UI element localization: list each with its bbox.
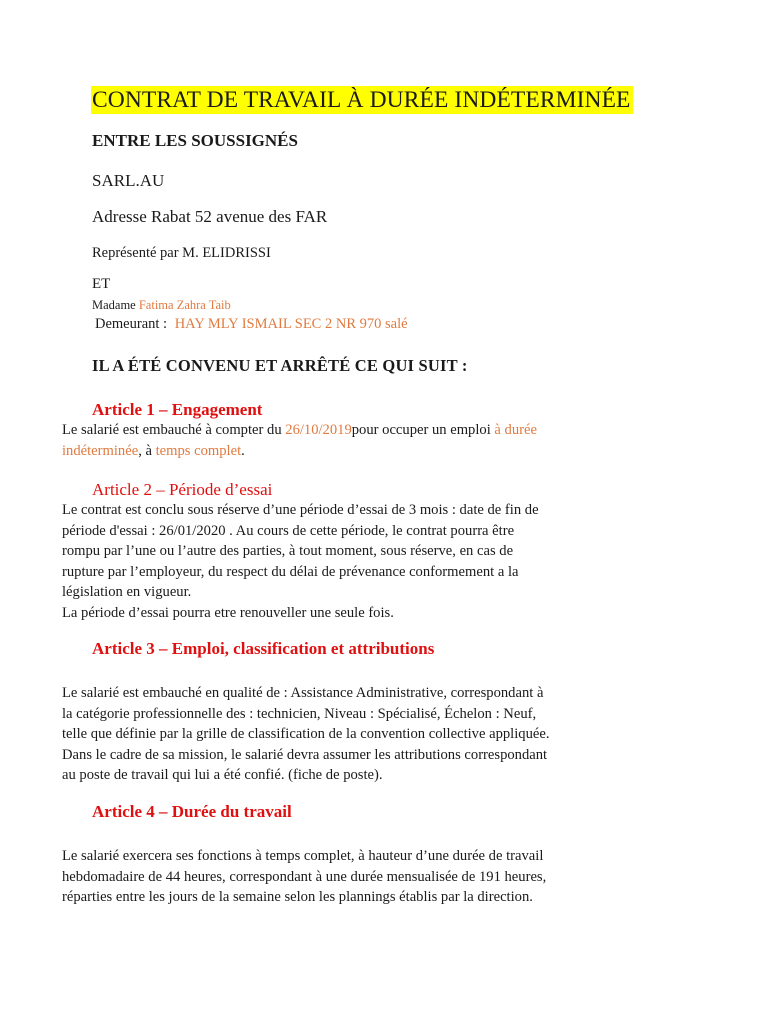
represented-by: Représenté par M. ELIDRISSI	[92, 245, 271, 261]
residence-address: HAY MLY ISMAIL SEC 2 NR 970 salé	[174, 316, 408, 332]
agreed-heading: IL A ÉTÉ CONVENU ET ARRÊTÉ CE QUI SUIT :	[92, 356, 468, 375]
paragraph-line: Le salarié est embauché en qualité de : Assistance Administrative, correspondant à	[62, 685, 544, 701]
text-segment: , à	[138, 442, 156, 459]
paragraph-line: Le contrat est conclu sous réserve d’une période d’essai de 3 mois : date de fin de	[62, 502, 539, 518]
paragraph-line: hebdomadaire de 44 heures, correspondant à une durée mensualisée de 191 heures,	[62, 868, 547, 885]
et-conjunction: ET	[92, 276, 111, 292]
work-time-highlight: temps complet	[155, 442, 242, 459]
article-3-title: Article 3 – Emploi, classification et attributions	[92, 639, 435, 658]
paragraph-line: législation en vigueur.	[62, 584, 192, 601]
residence-line	[95, 316, 408, 333]
parties-heading: ENTRE LES SOUSSIGNÉS	[92, 131, 298, 150]
employee-name: Fatima Zahra Taib	[138, 298, 231, 312]
text-segment: Le salarié est embauché à compter du	[62, 422, 286, 438]
paragraph-line: Le salarié exercera ses fonctions à temps complet, à hauteur d’une durée de travail	[62, 848, 544, 864]
paragraph-line: rompu par l’une ou l’autre des parties, à tout moment, sous réserve, en cas de	[62, 543, 514, 560]
article-1-body	[62, 420, 672, 461]
company-address: Adresse Rabat 52 avenue des FAR	[92, 207, 328, 226]
text-segment: pour occuper un emploi	[351, 422, 495, 438]
paragraph-line: La période d’essai pourra etre renouveller une seule fois.	[62, 604, 394, 621]
paragraph-line: telle que définie par la grille de classification de la convention collective appliquée.	[62, 726, 550, 743]
article-1-line-1	[62, 420, 672, 441]
article-1-title: Article 1 – Engagement	[92, 400, 263, 419]
paragraph-line: Dans le cadre de sa mission, le salarié devra assumer les attributions correspondant	[62, 746, 548, 763]
paragraph-line: réparties entre les jours de la semaine selon les plannings établis par la direction.	[62, 889, 533, 906]
contract-type-highlight: à durée	[494, 422, 537, 438]
paragraph-line: au poste de travail qui lui a été confié. (fiche de poste).	[62, 767, 383, 784]
article-4-title: Article 4 – Durée du travail	[92, 802, 292, 821]
company-name: SARL.AU	[92, 171, 165, 190]
contract-type-highlight: indéterminée	[62, 442, 139, 459]
madame-label: Madame	[92, 298, 139, 312]
paragraph-line: la catégorie professionnelle des : technicien, Niveau : Spécialisé, Échelon : Neuf,	[62, 705, 537, 722]
paragraph-line: période d'essai : 26/01/2020 . Au cours de cette période, le contrat pourra être	[62, 522, 515, 539]
article-3-body	[62, 683, 672, 786]
demeurant-label: Demeurant :	[95, 316, 171, 332]
start-date: 26/10/2019	[285, 422, 352, 438]
contract-title: CONTRAT DE TRAVAIL À DURÉE INDÉTERMINÉE	[92, 87, 631, 113]
article-4-body	[62, 846, 672, 908]
paragraph-line: rupture par l’employeur, du respect du délai de prévenance conformement a la	[62, 563, 519, 580]
article-1-line-2	[62, 441, 672, 462]
text-segment: .	[241, 442, 245, 459]
article-2-body	[62, 500, 672, 624]
article-2-title: Article 2 – Période d’essai	[92, 480, 273, 499]
employee-line	[92, 298, 231, 313]
